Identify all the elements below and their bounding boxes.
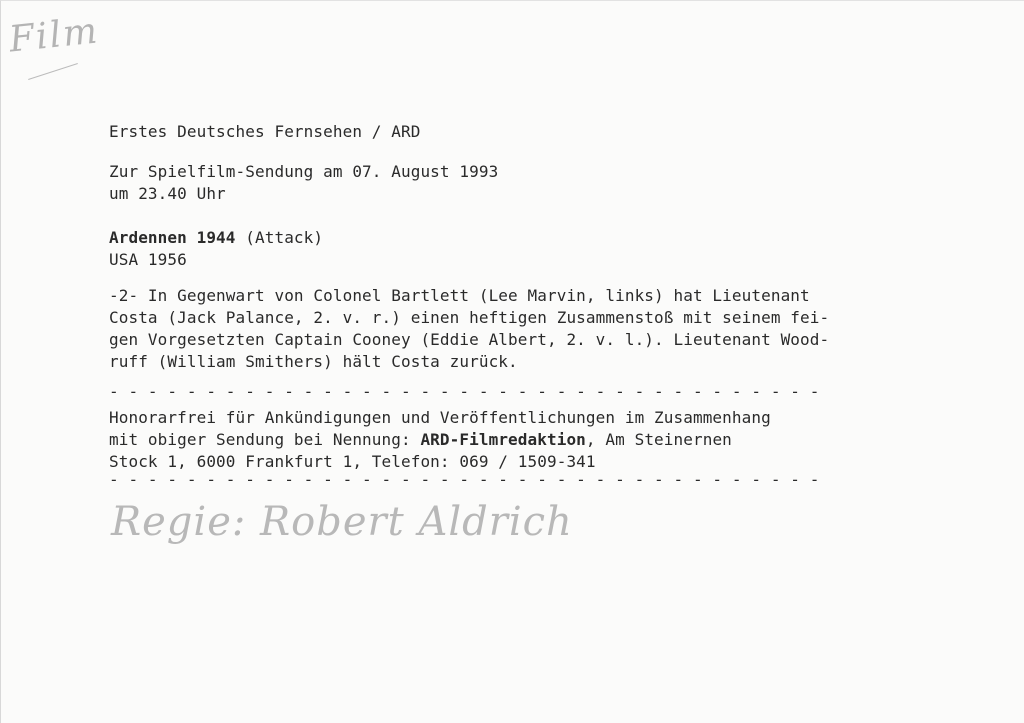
film-country-year: USA 1956 [109, 250, 187, 269]
notice-credit: ARD-Filmredaktion [420, 430, 586, 449]
description-line: Costa (Jack Palance, 2. v. r.) einen heftigen Zusammenstoß mit seinem fei- [109, 308, 830, 327]
description-line: gen Vorgesetzten Captain Cooney (Eddie Albert, 2. v. l.). Lieutenant Wood- [109, 330, 830, 349]
dashed-divider-bottom: - - - - - - - - - - - - - - - - - - - - - - - - - - - - - - - - - - - - - [109, 470, 820, 489]
dashed-divider-top: - - - - - - - - - - - - - - - - - - - - - - - - - - - - - - - - - - - - - [109, 382, 820, 401]
photo-description [109, 285, 829, 373]
notice-line: Honorarfrei für Ankündigungen und Veröffentlichungen im Zusammenhang [109, 408, 771, 427]
description-line: -2- In Gegenwart von Colonel Bartlett (Lee Marvin, links) hat Lieutenant [109, 286, 810, 305]
handwritten-underline [28, 63, 78, 80]
notice-line-end: , Am Steinernen [585, 430, 732, 449]
film-title: Ardennen 1944 [109, 228, 236, 247]
broadcast-date: Zur Spielfilm-Sendung am 07. August 1993 [109, 162, 499, 181]
broadcaster-line: Erstes Deutsches Fernsehen / ARD [109, 122, 421, 141]
film-original-title: (Attack) [235, 228, 324, 247]
notice-address: Stock 1, 6000 Frankfurt 1, Telefon: 069 / 1509-341 [109, 452, 596, 471]
handwritten-director-note: Regie: Robert Aldrich [111, 499, 573, 545]
film-info [109, 227, 323, 271]
description-line: ruff (William Smithers) hält Costa zurück. [109, 352, 518, 371]
notice-line-start: mit obiger Sendung bei Nennung: [109, 430, 421, 449]
broadcast-time: um 23.40 Uhr [109, 184, 226, 203]
broadcast-info [109, 161, 498, 205]
usage-notice [109, 407, 771, 473]
handwritten-film-note: Film [7, 10, 102, 61]
